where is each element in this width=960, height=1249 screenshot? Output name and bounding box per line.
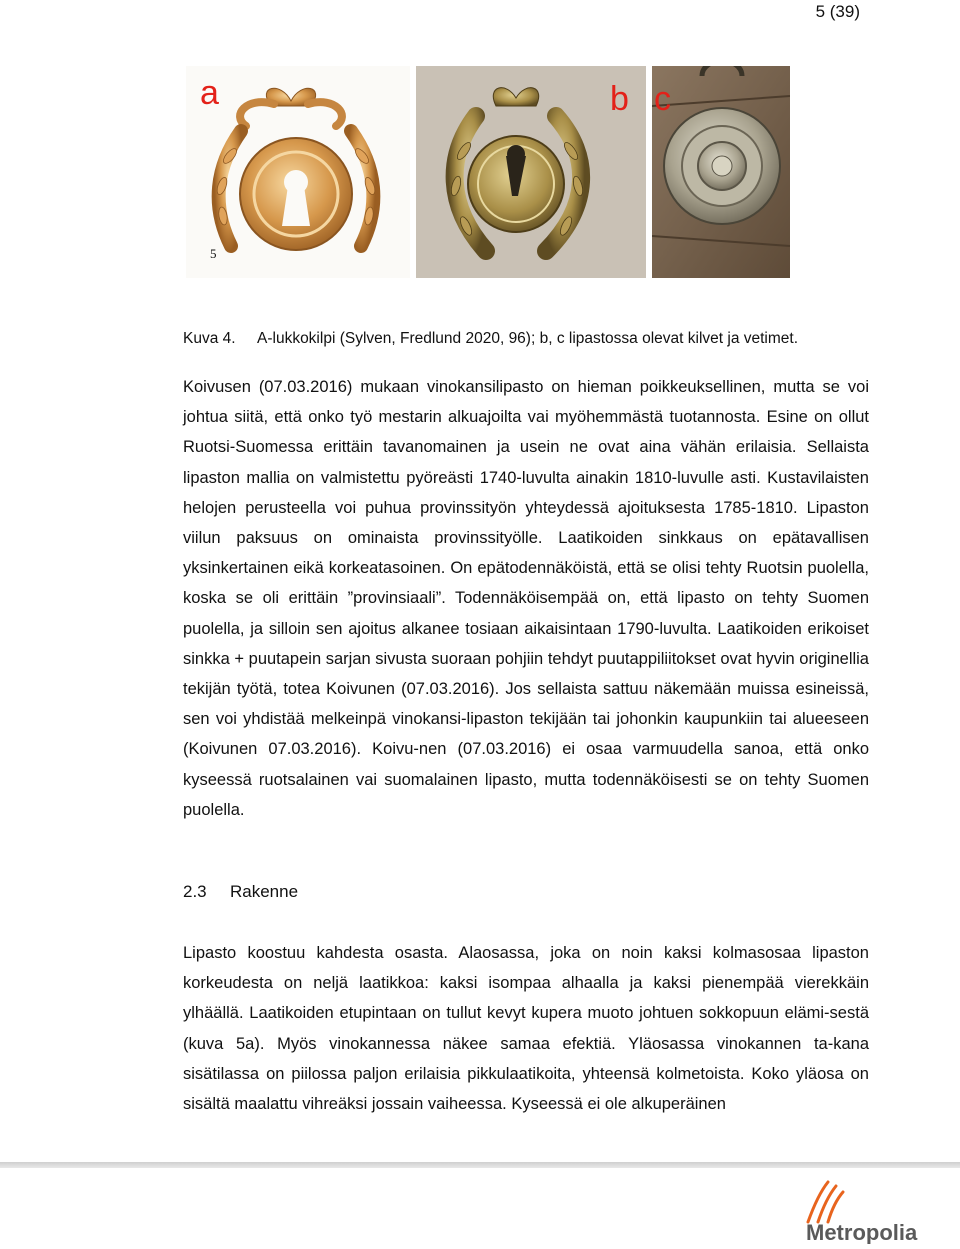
- image-number: 5: [210, 246, 217, 261]
- caption-text: A-lukkokilpi (Sylven, Fredlund 2020, 96); b, c lipastossa olevat kilvet ja vetimet.: [257, 330, 799, 347]
- figure-escutcheons: [186, 66, 790, 278]
- figure-caption: [183, 330, 798, 348]
- footer-divider: [0, 1162, 960, 1168]
- caption-number: Kuva 4.: [183, 330, 236, 347]
- gilt-escutcheon-image: [186, 66, 410, 278]
- label-c: c: [654, 80, 671, 118]
- section-number: 2.3: [183, 882, 207, 901]
- paragraph-2-text: Lipasto koostuu kahdesta osasta. Alaosassa, joka on noin kaksi kolmasosaa lipaston korkeudesta on neljä laatikkoa: kaksi isompaa alhaalla ja kaksi pienempää vierekkäin ylhäällä. Laatikoiden etupintaan on tullut kevyt kupera muoto johtuen sokkopuun elämi-sestä (kuva 5a). Myös vinokannessa näkee samaa efektiä. Yläosassa vinokannen ta-kana sisätilassa on piilossa paljon erilaisia pikkulaatikoita, yhteensä kolmetoista. Koko yläosa on sisältä maalattu vihreäksi jossain vaiheessa. Kyseessä ei ole alkuperäinen: [183, 944, 869, 1114]
- label-a: a: [200, 74, 219, 112]
- metropolia-logo: [788, 1178, 958, 1244]
- ring-pull-image: [652, 66, 790, 278]
- photo-panel-a: [186, 66, 410, 278]
- paragraph-1: [183, 372, 869, 825]
- metropolia-logo-mark: [788, 1178, 958, 1244]
- section-title: Rakenne: [230, 882, 299, 901]
- paragraph-1-text: Koivusen (07.03.2016) mukaan vinokansilipasto on hieman poikkeuksellinen, mutta se voi johtua siitä, että onko työ mestarin alkuajoilta vai myöhemmästä tuotannosta. Esine on ollut Ruotsi-Suomessa erittäin tavanomainen ja usein ne ovat aina vähän erilaisia. Sellaista lipaston mallia on valmistettu pyöreästi 1740-luvulta ainakin 1810-luvulle asti. Kustavilaisten helojen perusteella voi puhua provinssityön yhteydessä ajoituksesta 1785-1810. Lipaston viilun paksuus on ominaista provinssityölle. Laatikoiden sinkkaus on epätavallisen yksinkertainen eikä korkeatasoinen. On epätodennäköistä, että se olisi tehty Ruotsin puolella, koska se oli erittäin ”provinsiaali”. Todennäköisempää on, että lipasto on tehty Suomen puolella, ja silloin sen ajoitus alkanee tosiaan aikaisintaan 1790-luvulta. Laatikoiden erikoiset sinkka + puutapein sarjan sivusta suoraan pohjiin tehdyt puutappiliitokset ovat hyvin originellia tekijän työtä, totea Koivunen (07.03.2016). Jos sellaista sattuu näkemään muissa esineissä, sen voi yhdistää melkeinpä vinokansi-lipaston tekijään tai johonkin kaupunkiin tai alueeseen (Koivunen 07.03.2016). Koivu-nen (07.03.2016) ei osaa varmuudella sanoa, että onko kyseessä ruotsalainen vai suomalainen lipasto, mutta todennäköisesti se on tehty Suomen puolella.: [183, 378, 869, 819]
- section-heading: [183, 882, 298, 902]
- photo-panel-b: [416, 66, 646, 278]
- photo-panel-c: [652, 66, 790, 278]
- paragraph-2: [183, 938, 869, 1119]
- label-b: b: [610, 80, 629, 118]
- logo-wordmark: Metropolia: [806, 1220, 918, 1244]
- page-number: 5 (39): [815, 2, 860, 21]
